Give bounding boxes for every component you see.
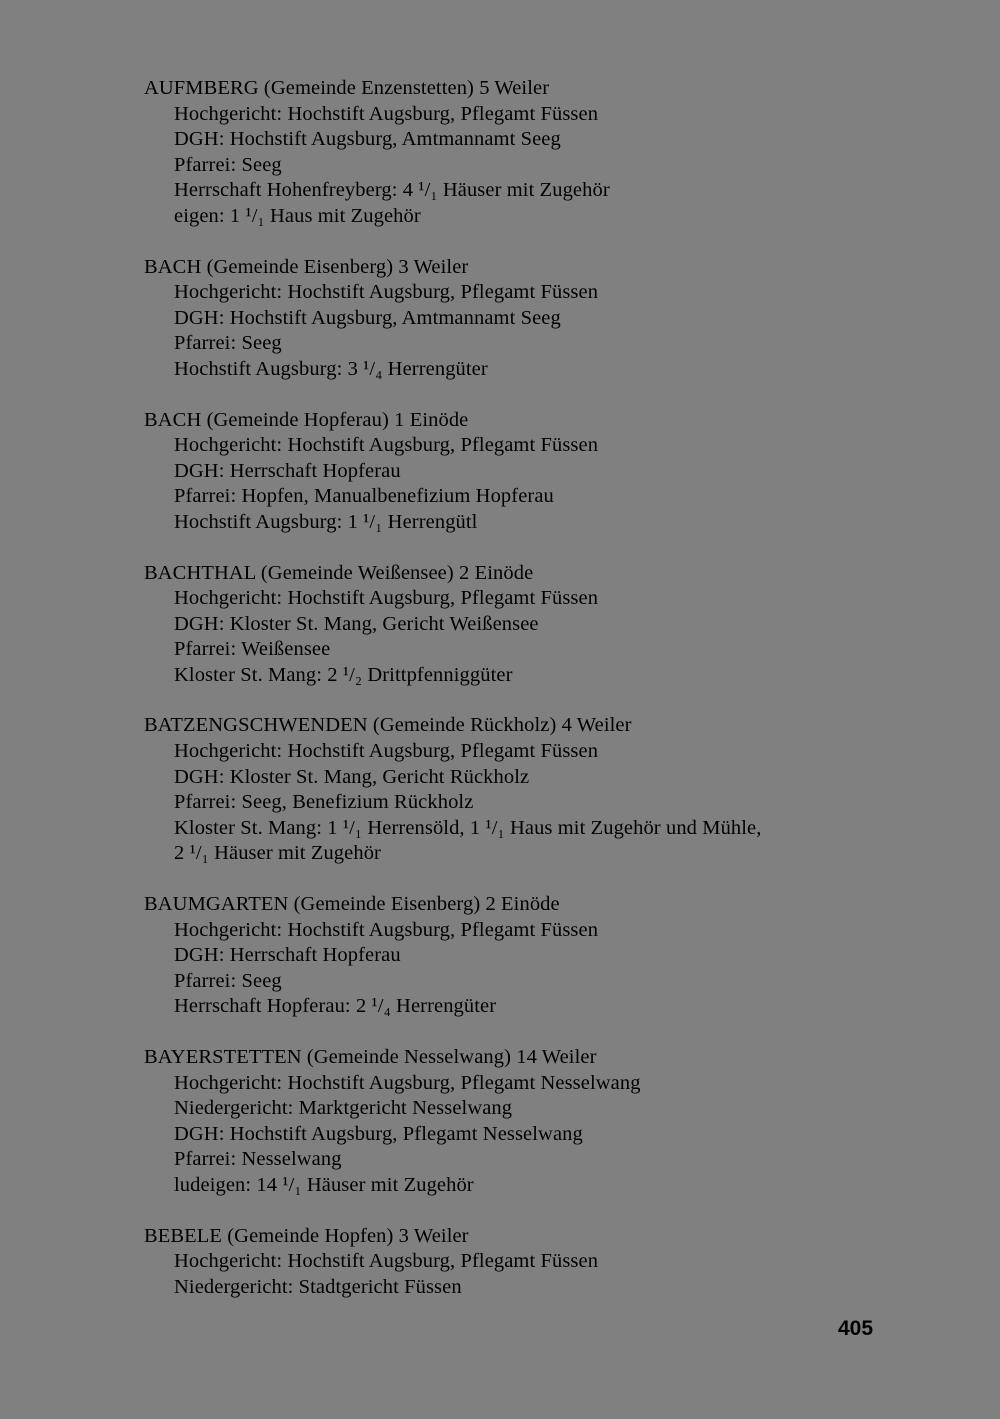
entry-line: Hochgericht: Hochstift Augsburg, Pflegamt Füssen (174, 918, 599, 941)
text-column (144, 76, 904, 1325)
entry-line: Herrschaft Hohenfreyberg: 4 ¹/₁ Häuser mit Zugehör (174, 179, 610, 202)
place-entry-bach-eisenberg (144, 255, 904, 383)
place-entry-baumgarten (144, 892, 904, 1020)
entry-line: DGH: Herrschaft Hopferau (174, 944, 401, 967)
page-number: 405 (838, 1317, 874, 1340)
place-entry-bayerstetten (144, 1045, 904, 1199)
entry-heading: BACH (Gemeinde Hopferau) 1 Einöde (144, 408, 469, 431)
entry-line: Hochgericht: Hochstift Augsburg, Pflegamt Füssen (174, 587, 599, 610)
place-entry-bebele (144, 1224, 904, 1301)
entry-line: Hochgericht: Hochstift Augsburg, Pflegamt Füssen (174, 1250, 599, 1273)
entry-line: Kloster St. Mang: 1 ¹/₁ Herrensöld, 1 ¹/₁ Haus mit Zugehör und Mühle, (174, 816, 762, 839)
entry-heading: BAUMGARTEN (Gemeinde Eisenberg) 2 Einöde (144, 893, 560, 916)
entry-line: Niedergericht: Marktgericht Nesselwang (174, 1097, 513, 1120)
entry-heading: BACHTHAL (Gemeinde Weißensee) 2 Einöde (144, 561, 534, 584)
entry-line: 2 ¹/₁ Häuser mit Zugehör (174, 842, 381, 865)
place-entry-bach-hopferau (144, 408, 904, 536)
entry-heading: BATZENGSCHWENDEN (Gemeinde Rückholz) 4 Weiler (144, 714, 632, 737)
entry-line: Hochgericht: Hochstift Augsburg, Pflegamt Füssen (174, 281, 599, 304)
entry-heading: BAYERSTETTEN (Gemeinde Nesselwang) 14 Weiler (144, 1046, 597, 1068)
entry-line: Hochgericht: Hochstift Augsburg, Pflegamt Füssen (174, 434, 599, 457)
entry-line: Pfarrei: Hopfen, Manualbenefizium Hopferau (174, 485, 554, 508)
place-entry-bachthal (144, 561, 904, 689)
entry-line: Pfarrei: Nesselwang (174, 1148, 342, 1171)
entry-line: Niedergericht: Stadtgericht Füssen (174, 1275, 462, 1298)
entry-line: Hochstift Augsburg: 1 ¹/₁ Herrengütl (174, 510, 478, 533)
entry-line: Kloster St. Mang: 2 ¹/₂ Drittpfenniggüter (174, 663, 513, 686)
entry-heading: AUFMBERG (Gemeinde Enzenstetten) 5 Weiler (144, 77, 550, 99)
entry-line: DGH: Hochstift Augsburg, Pflegamt Nesselwang (174, 1122, 583, 1145)
entry-line: Herrschaft Hopferau: 2 ¹/₄ Herrengüter (174, 995, 497, 1018)
entry-line: ludeigen: 14 ¹/₁ Häuser mit Zugehör (174, 1173, 474, 1196)
entry-line: Pfarrei: Weißensee (174, 638, 331, 661)
entry-line: Hochgericht: Hochstift Augsburg, Pflegamt Nesselwang (174, 1071, 641, 1094)
entry-line: DGH: Hochstift Augsburg, Amtmannamt Seeg (174, 128, 561, 151)
entry-line: DGH: Kloster St. Mang, Gericht Weißensee (174, 612, 539, 635)
entry-line: DGH: Kloster St. Mang, Gericht Rückholz (174, 765, 530, 788)
entry-line: Hochgericht: Hochstift Augsburg, Pflegamt Füssen (174, 102, 599, 125)
entry-heading: BACH (Gemeinde Eisenberg) 3 Weiler (144, 255, 469, 278)
entry-line: Pfarrei: Seeg (174, 332, 282, 355)
entry-line: DGH: Hochstift Augsburg, Amtmannamt Seeg (174, 306, 561, 329)
entry-line: Pfarrei: Seeg (174, 969, 282, 992)
entry-line: Hochgericht: Hochstift Augsburg, Pflegamt Füssen (174, 740, 599, 763)
entry-line: eigen: 1 ¹/₁ Haus mit Zugehör (174, 204, 421, 227)
entry-line: Hochstift Augsburg: 3 ¹/₄ Herrengüter (174, 357, 488, 380)
entry-line: Pfarrei: Seeg (174, 153, 282, 176)
entry-line: Pfarrei: Seeg, Benefizium Rückholz (174, 791, 474, 814)
place-entry-aufmberg (144, 76, 904, 230)
place-entry-batzengschwenden (144, 713, 904, 867)
entry-heading: BEBELE (Gemeinde Hopfen) 3 Weiler (144, 1224, 469, 1247)
entry-line: DGH: Herrschaft Hopferau (174, 459, 401, 482)
